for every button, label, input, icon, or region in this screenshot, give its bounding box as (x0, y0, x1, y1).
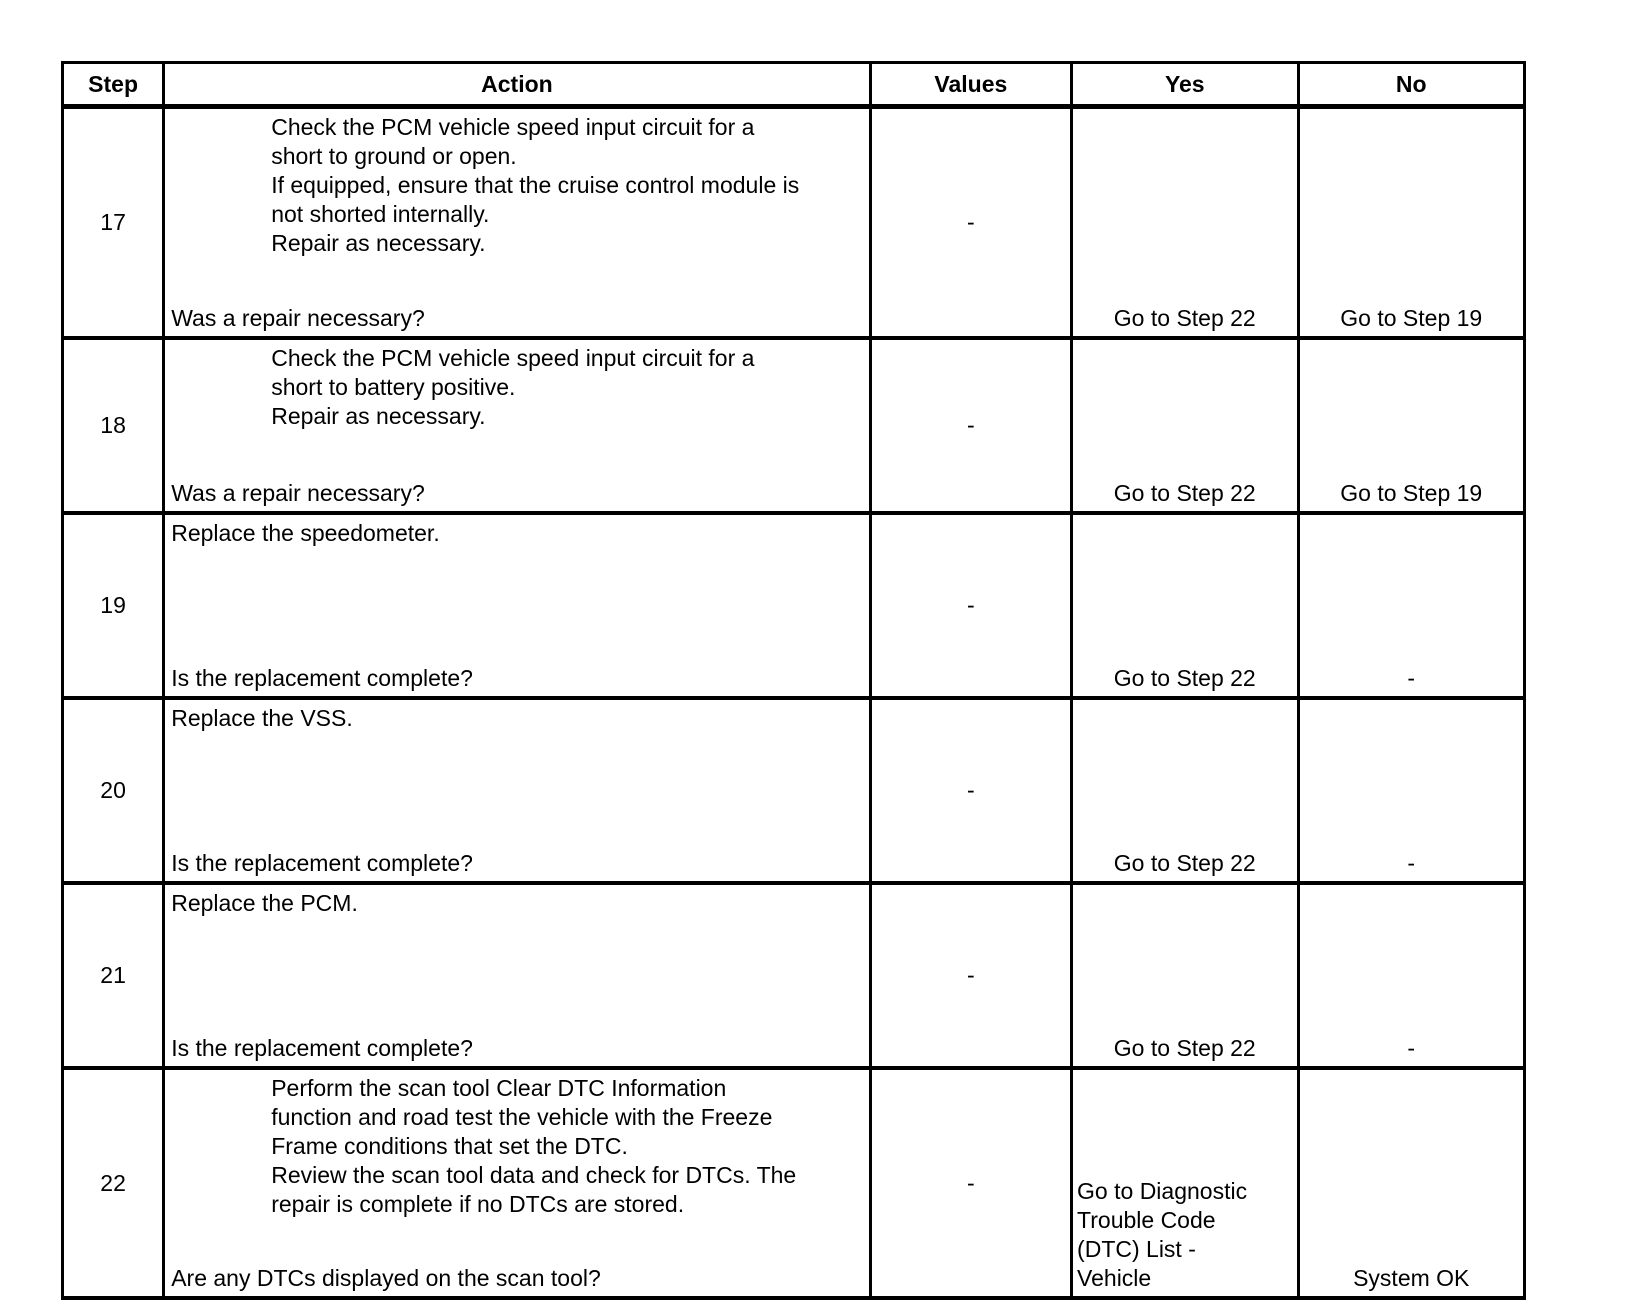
yes-line: Vehicle (1077, 1265, 1152, 1291)
action-question: Is the replacement complete? (171, 1035, 473, 1061)
values-cell: - (870, 1068, 1071, 1298)
header-step: Step (63, 63, 164, 107)
action-line: function and road test the vehicle with the Freeze (271, 1104, 773, 1130)
action-line: Frame conditions that set the DTC. (271, 1133, 628, 1159)
yes-cell: Go to Step 22 (1072, 698, 1298, 883)
action-cell (164, 698, 870, 883)
step-number: 21 (63, 883, 164, 1068)
values-cell: - (870, 107, 1071, 339)
values-cell: - (870, 698, 1071, 883)
action-text (171, 1074, 862, 1219)
table-row (63, 883, 1525, 1068)
action-line: Replace the PCM. (171, 890, 358, 916)
no-cell: - (1298, 513, 1525, 698)
action-text (171, 519, 862, 548)
table-row (63, 1068, 1525, 1298)
action-question: Is the replacement complete? (171, 850, 473, 876)
action-cell (164, 1068, 870, 1298)
yes-cell: Go to Step 22 (1072, 107, 1298, 339)
yes-line: Trouble Code (1077, 1207, 1216, 1233)
action-question: Is the replacement complete? (171, 665, 473, 691)
yes-cell: Go to Step 22 (1072, 883, 1298, 1068)
step-number: 17 (63, 107, 164, 339)
action-line: Review the scan tool data and check for DTCs. The (271, 1162, 797, 1188)
values-cell: - (870, 338, 1071, 513)
action-cell (164, 513, 870, 698)
header-row (63, 63, 1525, 107)
no-cell: Go to Step 19 (1298, 107, 1525, 339)
action-line: Check the PCM vehicle speed input circuit for a (271, 114, 755, 140)
action-line: Repair as necessary. (271, 403, 486, 429)
no-cell: - (1298, 883, 1525, 1068)
step-number: 22 (63, 1068, 164, 1298)
step-number: 20 (63, 698, 164, 883)
step-number: 19 (63, 513, 164, 698)
action-line: Replace the VSS. (171, 705, 353, 731)
table-row (63, 513, 1525, 698)
values-cell: - (870, 513, 1071, 698)
action-line: Replace the speedometer. (171, 520, 440, 546)
action-line: Check the PCM vehicle speed input circuit for a (271, 345, 755, 371)
action-line: Perform the scan tool Clear DTC Information (271, 1075, 727, 1101)
action-line: short to ground or open. (271, 143, 517, 169)
action-line: not shorted internally. (271, 201, 490, 227)
header-action: Action (164, 63, 870, 107)
action-line: repair is complete if no DTCs are stored. (271, 1191, 685, 1217)
yes-line: Go to Diagnostic (1077, 1178, 1248, 1204)
action-cell (164, 338, 870, 513)
header-yes: Yes (1072, 63, 1298, 107)
table-row (63, 107, 1525, 339)
action-text (171, 704, 862, 733)
no-cell: - (1298, 698, 1525, 883)
action-line: short to battery positive. (271, 374, 516, 400)
step-number: 18 (63, 338, 164, 513)
no-cell: System OK (1298, 1068, 1525, 1298)
action-line: Repair as necessary. (271, 230, 486, 256)
action-cell (164, 107, 870, 339)
yes-line: (DTC) List - (1077, 1236, 1196, 1262)
action-line: If equipped, ensure that the cruise control module is (271, 172, 800, 198)
action-question: Was a repair necessary? (171, 480, 425, 506)
action-question: Was a repair necessary? (171, 305, 425, 331)
yes-cell: Go to Step 22 (1072, 338, 1298, 513)
yes-cell (1072, 1068, 1298, 1298)
table-row (63, 698, 1525, 883)
action-text (171, 889, 862, 918)
action-cell (164, 883, 870, 1068)
yes-cell: Go to Step 22 (1072, 513, 1298, 698)
diagnostic-table (61, 61, 1526, 1300)
action-text (171, 344, 862, 431)
action-text (171, 113, 862, 258)
header-no: No (1298, 63, 1525, 107)
header-values: Values (870, 63, 1071, 107)
values-cell: - (870, 883, 1071, 1068)
no-cell: Go to Step 19 (1298, 338, 1525, 513)
table-row (63, 338, 1525, 513)
action-question: Are any DTCs displayed on the scan tool? (171, 1265, 601, 1291)
